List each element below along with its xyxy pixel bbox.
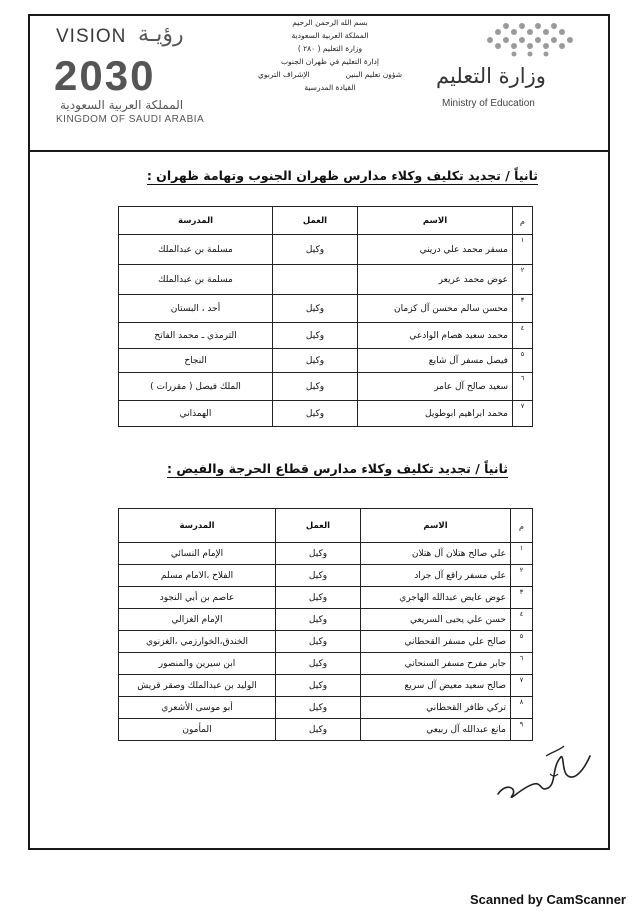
ministry-line: وزارة التعليم ( ٢٨٠ ) <box>297 44 363 53</box>
table-header-row <box>119 207 533 235</box>
table-row: ٤ محمد سعيد هصام الوادعي وكيل الترمذي ـ محمد الفاتح <box>119 323 533 349</box>
basmala: بسم الله الرحمن الرحيم <box>292 18 368 27</box>
table-row: ٧ محمد ابراهيم ابوطويل وكيل الهمذاني <box>119 401 533 427</box>
table-row: ١ مسفر محمد علي دريني وكيل مسلمة بن عبدالملك <box>119 235 533 265</box>
col-name-header: الاسم <box>361 509 511 543</box>
letterhead-text <box>250 16 410 94</box>
directorate-line: إدارة التعليم في ظهران الجنوب <box>281 57 379 66</box>
section1-title: ثانياً / تجديد تكليف وكلاء مدارس ظهران الجنوب وتهامة ظهران : <box>146 168 538 183</box>
supervision: الإشراف التربوي <box>258 70 310 79</box>
table-row: ٢ علي مسفر راقع آل جراد وكيل الفلاح ،الامام مسلم <box>119 565 533 587</box>
table-row: ٣ عوض عايض عبدالله الهاجري وكيل عاصم بن أبي النجود <box>119 587 533 609</box>
table-row: ٤ حسن علي يحيى السريعي وكيل الإمام الغزالي <box>119 609 533 631</box>
table-row: ٢ عوض محمد عريعر مسلمة بن عبدالملك <box>119 265 533 295</box>
table-row: ١ علي صالح هتلان آل هتلان وكيل الإمام النسائي <box>119 543 533 565</box>
col-job-header: العمل <box>276 509 361 543</box>
vision-2030-logo <box>54 22 214 125</box>
col-name-header: الاسم <box>358 207 513 235</box>
table-row: ٧ صالح سعيد معيض آل سريع وكيل الوليد بن عبدالملك وصقر قريش <box>119 675 533 697</box>
table-row: ٦ سعيد صالح آل عامر وكيل الملك فيصل ( مقررات ) <box>119 373 533 401</box>
section2-title: ثانياً / تجديد تكليف وكلاء مدارس قطاع الحرجة والفيض : <box>167 461 508 476</box>
table-row: ٩ مانع عبدالله آل ربيعي وكيل المأمون <box>119 719 533 741</box>
vision-word: VISION <box>56 26 127 47</box>
col-school-header: المدرسة <box>119 509 276 543</box>
ministry-english: Ministry of Education <box>442 98 535 109</box>
kingdom-arabic: المملكة العربية السعودية <box>60 98 184 112</box>
handwritten-signature <box>490 738 600 808</box>
table-row: ٥ صالح علي مسفر القحطاني وكيل الخندق،الخوارزمي ،الغزنوي <box>119 631 533 653</box>
camscanner-watermark: Scanned by CamScanner <box>469 892 626 907</box>
ministry-dots-icon <box>482 18 582 58</box>
vision-arabic: رؤيـة <box>138 22 184 47</box>
col-school-header: المدرسة <box>119 207 273 235</box>
boys-affairs: شؤون تعليم البنين <box>345 70 402 79</box>
ministry-of-education-logo <box>430 14 590 114</box>
table-row: ٨ تركي ظافر القحطاني وكيل أبو موسى الأشعري <box>119 697 533 719</box>
department-line <box>250 68 410 81</box>
table-row: ٦ جابر مفرح مسفر السنحاني وكيل ابن سيرين والمنصور <box>119 653 533 675</box>
col-num-header: م <box>513 207 533 235</box>
table-header-row <box>119 509 533 543</box>
header-divider <box>30 150 608 152</box>
section2-table <box>118 508 533 741</box>
school-leadership-line: القيادة المدرسية <box>304 83 356 92</box>
col-num-header: م <box>511 509 533 543</box>
ministry-arabic: وزارة التعليم <box>436 64 546 88</box>
section1-table <box>118 206 533 427</box>
col-job-header: العمل <box>273 207 358 235</box>
kingdom-line: المملكة العربية السعودية <box>291 31 369 40</box>
kingdom-english: KINGDOM OF SAUDI ARABIA <box>56 114 205 125</box>
vision-year: 2030 <box>54 52 156 99</box>
table-row: ٥ فيصل مسفر آل شايع وكيل النجاح <box>119 349 533 373</box>
table-row: ٣ محسن سالم محسن آل كزمان وكيل أحد ، البستان <box>119 295 533 323</box>
